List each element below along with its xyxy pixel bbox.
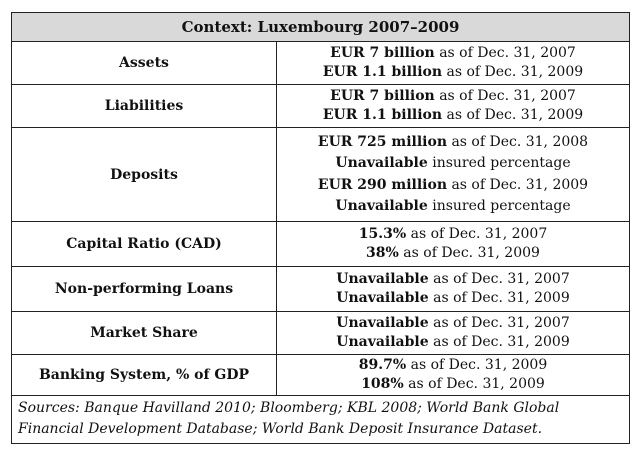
sources-note: Sources: Banque Havilland 2010; Bloomberg; KBL 2008; World Bank Global Financial Development Database; World Bank Deposit Insurance Dataset.: [12, 396, 630, 444]
value-line: Unavailable insured percentage: [335, 198, 571, 214]
row-values: [277, 355, 630, 396]
row-label: Deposits: [12, 128, 277, 222]
row-values: [277, 267, 630, 312]
value-line: EUR 290 million as of Dec. 31, 2009: [317, 176, 589, 193]
value-line: EUR 725 million as of Dec. 31, 2008: [317, 133, 589, 150]
table-title: Context: Luxembourg 2007–2009: [12, 13, 630, 42]
table-row-non-performing-loans: [12, 267, 630, 312]
value-line: Unavailable as of Dec. 31, 2007: [336, 315, 570, 331]
sources-row: [12, 396, 630, 444]
row-label: Liabilities: [12, 85, 277, 128]
row-label: Assets: [12, 42, 277, 85]
table-title-row: [12, 13, 630, 42]
table-row-banking-system: [12, 355, 630, 396]
value-line: 15.3% as of Dec. 31, 2007: [358, 226, 548, 242]
value-line: 89.7% as of Dec. 31, 2009: [358, 357, 548, 373]
row-label: Non-performing Loans: [12, 267, 277, 312]
table-row-market-share: [12, 312, 630, 355]
value-line: EUR 1.1 billion as of Dec. 31, 2009: [322, 107, 584, 123]
value-line: Unavailable insured percentage: [335, 155, 571, 171]
context-table: [11, 12, 630, 444]
row-values: [277, 85, 630, 128]
row-label: Market Share: [12, 312, 277, 355]
row-values: [277, 312, 630, 355]
table-row-capital-ratio: [12, 222, 630, 267]
value-line: Unavailable as of Dec. 31, 2009: [336, 334, 570, 350]
value-line: 38% as of Dec. 31, 2009: [366, 245, 540, 261]
value-line: EUR 7 billion as of Dec. 31, 2007: [330, 45, 576, 61]
table-row-liabilities: [12, 85, 630, 128]
value-line: 108% as of Dec. 31, 2009: [361, 376, 545, 392]
value-line: EUR 1.1 billion as of Dec. 31, 2009: [322, 64, 584, 80]
row-label: Capital Ratio (CAD): [12, 222, 277, 267]
table-row-deposits: [12, 128, 630, 222]
table-row-assets: [12, 42, 630, 85]
value-line: Unavailable as of Dec. 31, 2007: [336, 271, 570, 287]
value-line: Unavailable as of Dec. 31, 2009: [336, 290, 570, 306]
row-values: [277, 222, 630, 267]
row-values: [277, 128, 630, 222]
row-label: Banking System, % of GDP: [12, 355, 277, 396]
row-values: [277, 42, 630, 85]
value-line: EUR 7 billion as of Dec. 31, 2007: [330, 88, 576, 104]
